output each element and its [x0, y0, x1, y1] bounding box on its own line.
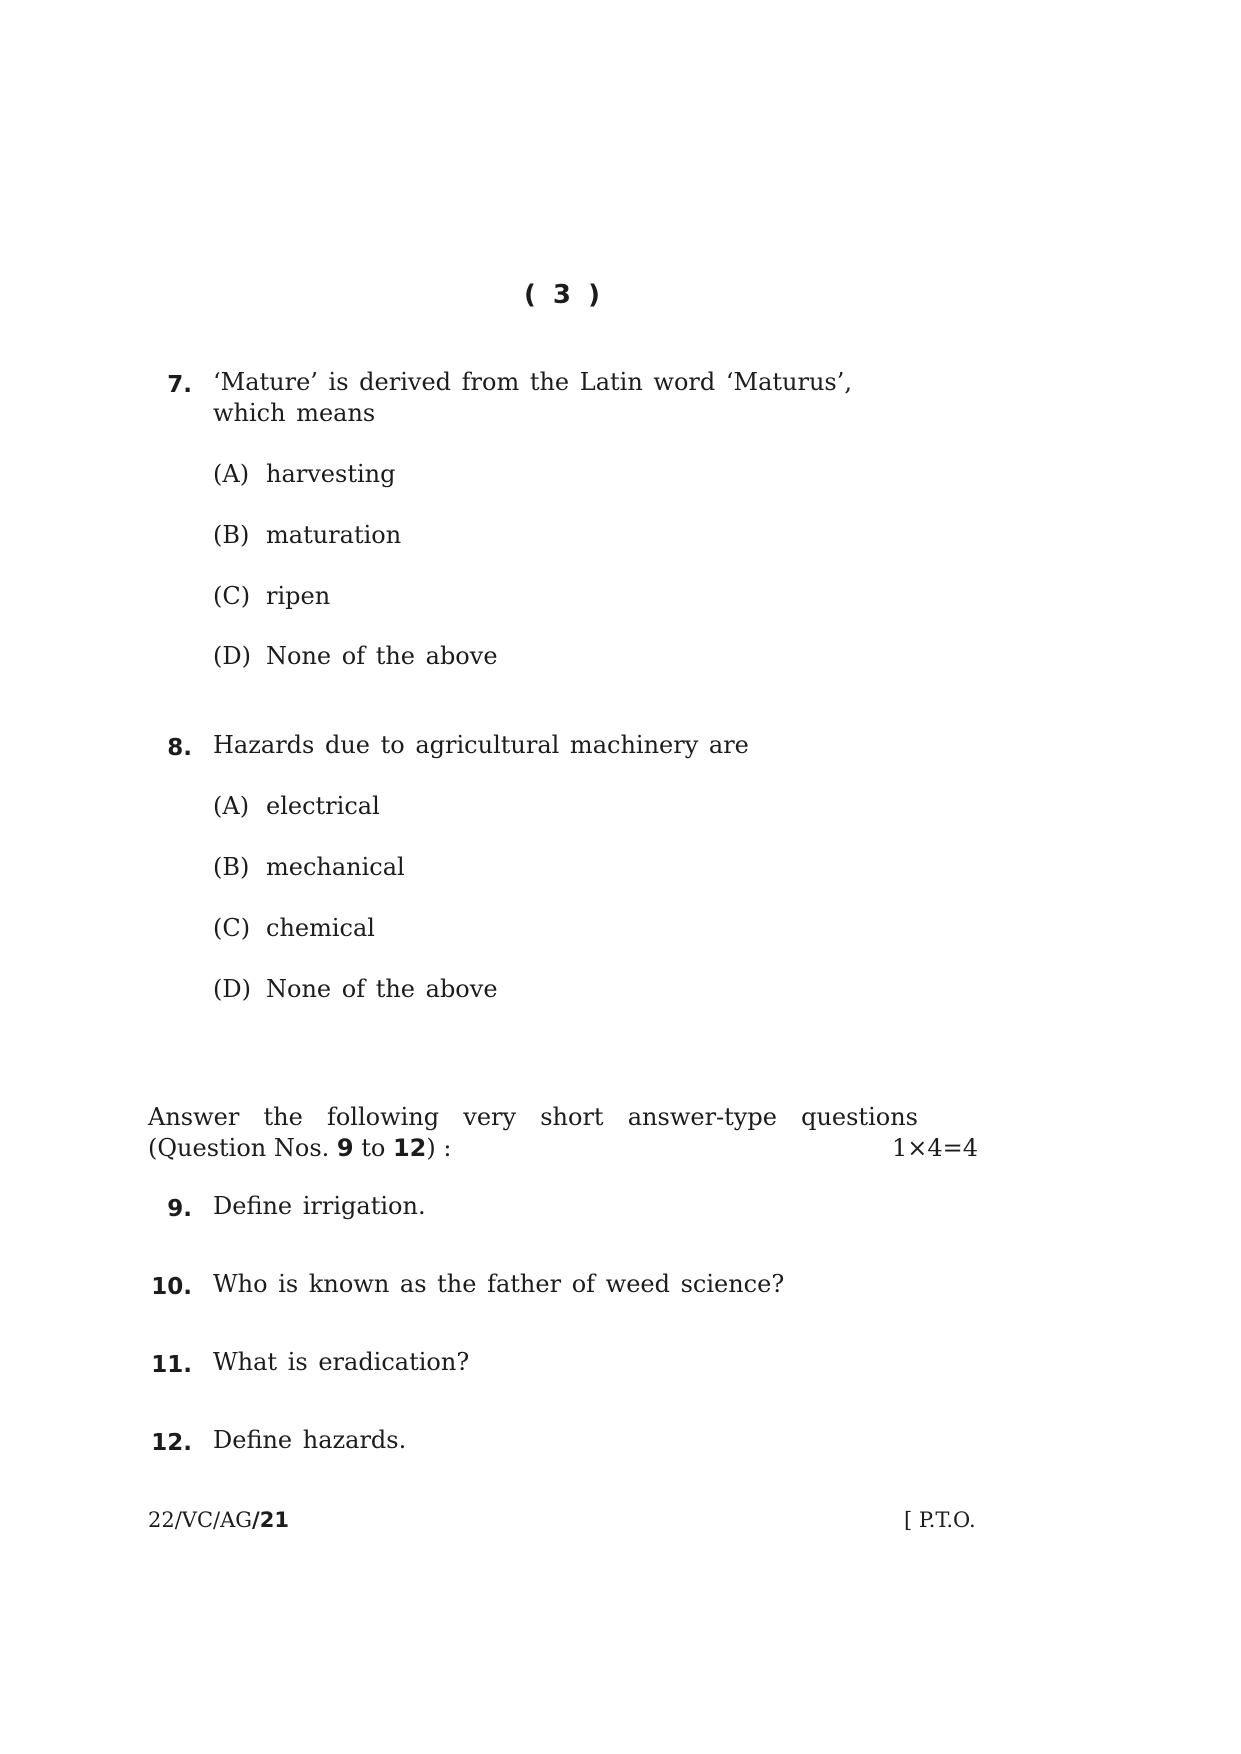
question-text: What is eradication?	[213, 1348, 470, 1376]
instruction-prefix: (Question Nos.	[148, 1134, 330, 1162]
instruction-to: to	[361, 1134, 386, 1162]
option-label: (B)	[213, 853, 250, 881]
question-number: 11.	[151, 1352, 192, 1378]
marks-allocation: 1×4=4	[891, 1134, 978, 1162]
option-text: harvesting	[266, 460, 396, 488]
instruction-word: questions	[801, 1103, 918, 1131]
paper-code-prefix: 22/VC/AG	[148, 1508, 253, 1532]
from-question: 9	[336, 1134, 354, 1162]
instruction-suffix: ) :	[426, 1134, 452, 1162]
question-text: Who is known as the father of weed science?	[213, 1270, 785, 1298]
question-text: Hazards due to agricultural machinery are	[213, 731, 749, 759]
question-text: Define hazards.	[213, 1426, 407, 1454]
option-label: (C)	[213, 914, 251, 942]
pto-marker: [ P.T.O.	[904, 1508, 976, 1532]
option-text: chemical	[266, 914, 375, 942]
option-text: maturation	[266, 521, 402, 549]
instruction-word: short	[540, 1103, 604, 1131]
instruction-word: very	[463, 1103, 517, 1131]
option-label: (B)	[213, 521, 250, 549]
instruction-word: Answer	[148, 1103, 240, 1131]
option-text: None of the above	[266, 975, 498, 1003]
option-label: (A)	[213, 460, 250, 488]
option-text: electrical	[266, 792, 380, 820]
option-label: (D)	[213, 642, 251, 670]
option-label: (C)	[213, 582, 251, 610]
instruction-word: answer-type	[627, 1103, 777, 1131]
to-question: 12	[392, 1134, 427, 1162]
question-number: 7.	[167, 372, 192, 398]
question-text: ‘Mature’ is derived from the Latin word ‘Maturus’, which means	[213, 368, 852, 427]
paper-code-suffix: /21	[252, 1508, 289, 1532]
section-instruction	[148, 1102, 978, 1164]
option-text: ripen	[266, 582, 331, 610]
question-number: 9.	[167, 1196, 192, 1222]
instruction-word: following	[326, 1103, 440, 1131]
instruction-line-1	[148, 1102, 918, 1133]
option-label: (A)	[213, 792, 250, 820]
question-number: 12.	[151, 1430, 192, 1456]
page-number: ( 3 )	[524, 280, 601, 310]
instruction-line-2	[148, 1133, 978, 1164]
option-text: mechanical	[266, 853, 405, 881]
option-text: None of the above	[266, 642, 498, 670]
option-label: (D)	[213, 975, 251, 1003]
paper-code	[148, 1508, 289, 1532]
question-text: Define irrigation.	[213, 1192, 426, 1220]
instruction-word: the	[263, 1103, 303, 1131]
question-number: 10.	[151, 1274, 192, 1300]
question-number: 8.	[167, 735, 192, 761]
